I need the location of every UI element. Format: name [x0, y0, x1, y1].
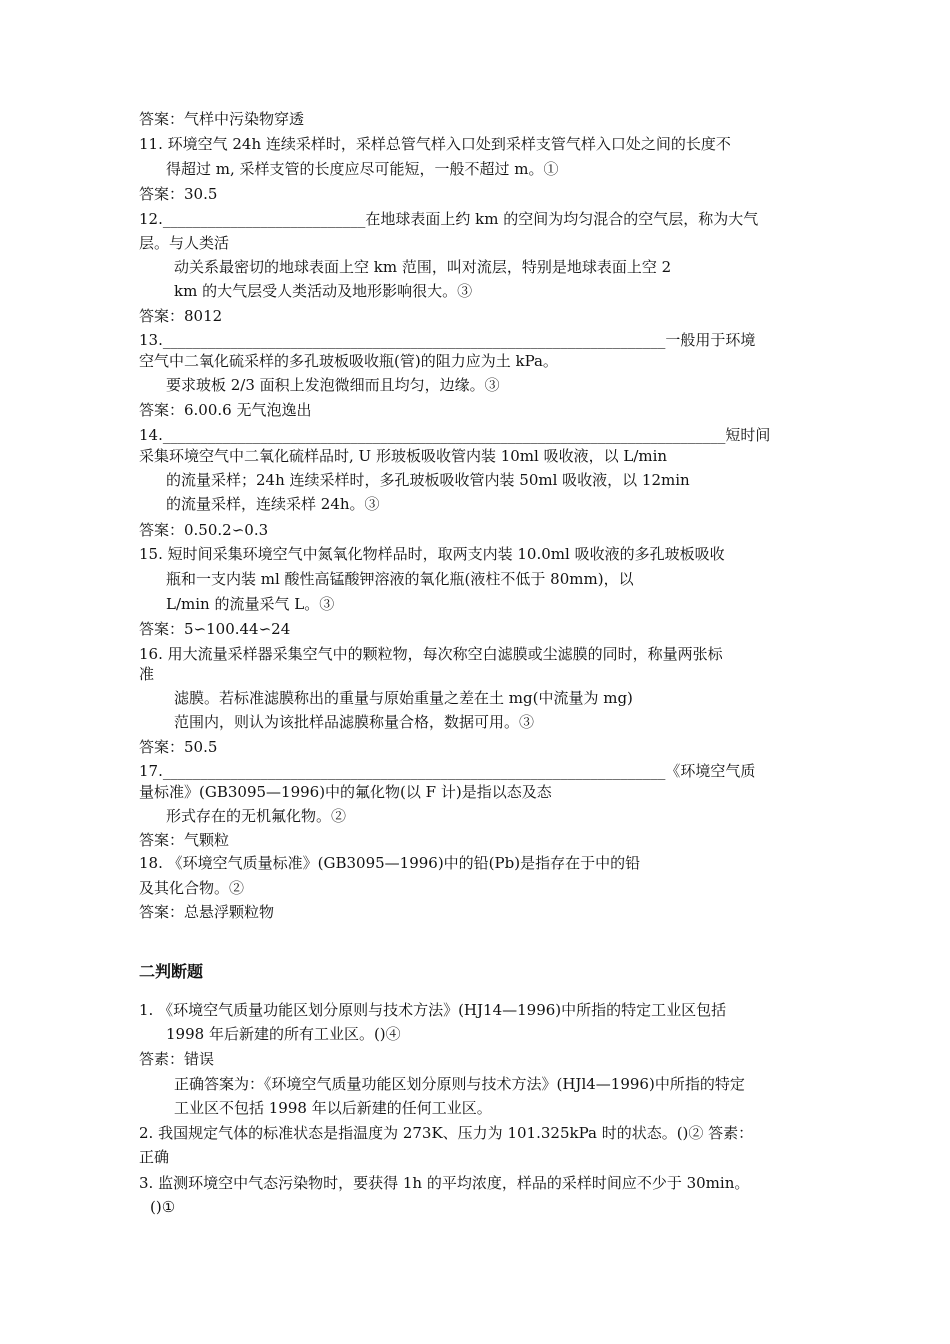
answer-line: 答素：错误 — [139, 1050, 215, 1068]
question-11-line-1: 11. 环境空气 24h 连续采样时，采样总管气样入口处到采样支管气样入口处之间的长度不 — [139, 135, 731, 153]
question-14-line-4: 的流量采样，连续采样 24h。③ — [166, 495, 380, 513]
answer-line: 答案：50.5 — [139, 738, 218, 756]
question-12-line-4: km 的大气层受人类活动及地形影响很大。③ — [174, 282, 473, 300]
judgement-2-line-1: 2. 我国规定气体的标准状态是指温度为 273K、压力为 101.325kPa 时的状态。()② 答素： — [139, 1124, 754, 1142]
question-18-line-1: 18. 《环境空气质量标准》(GB3095—1996)中的铅(Pb)是指存在于中的铅 — [139, 854, 641, 872]
question-11-line-2: 得超过 m, 采样支管的长度应尽可能短，一般不超过 m。① — [166, 160, 559, 178]
question-12-line-2: 层。与人类活 — [139, 234, 230, 252]
answer-line: 答案：30.5 — [139, 185, 218, 203]
question-16-line-3: 滤膜。若标准滤膜称出的重量与原始重量之差在土 mg(中流量为 mg) — [174, 689, 633, 707]
question-13-line-3: 要求玻板 2/3 面积上发泡微细而且均匀，边缘。③ — [166, 376, 500, 394]
answer-line: 答案：8012 — [139, 307, 223, 325]
question-18-line-2: 及其化合物。② — [139, 879, 245, 897]
judgement-2-line-2: 正确 — [139, 1148, 170, 1166]
correct-answer-line-2: 工业区不包括 1998 年以后新建的任何工业区。 — [174, 1099, 492, 1117]
answer-line: 答案：0.50.2∽0.3 — [139, 521, 269, 539]
question-12-line-1: 12.___________________________在地球表面上约 km 的空间为均匀混合的空气层，称为大气 — [139, 210, 759, 228]
answer-line: 答案：气颗粒 — [139, 831, 230, 849]
judgement-3-line-1: 3. 监测环境空中气态污染物时，要获得 1h 的平均浓度，样品的采样时间应不少于 30min。 — [139, 1174, 750, 1192]
question-16-line-2: 准 — [139, 665, 155, 683]
question-17-line-1: 17.___________________________________________________________________《环境空气质 — [139, 762, 756, 780]
question-14-line-2: 采集环境空气中二氧化硫样品时, U 形玻板吸收管内装 10ml 吸收液，以 L/min — [139, 447, 668, 465]
answer-line: 答案：6.00.6 无气泡逸出 — [139, 401, 312, 419]
question-16-line-4: 范围内，则认为该批样品滤膜称量合格，数据可用。③ — [174, 713, 535, 731]
question-14-line-3: 的流量采样；24h 连续采样时，多孔玻板吸收管内装 50ml 吸收液，以 12min — [166, 471, 690, 489]
question-15-line-2: 瓶和一支内装 ml 酸性高锰酸钾溶液的氧化瓶(液柱不低于 80mm)，以 — [166, 570, 634, 588]
question-15-line-1: 15. 短时间采集环境空气中氮氧化物样品时，取两支内装 10.0ml 吸收液的多孔玻板吸收 — [139, 545, 725, 563]
answer-line: 答案：总悬浮颗粒物 — [139, 903, 275, 921]
question-16-line-1: 16. 用大流量采样器采集空气中的颗粒物，每次称空白滤膜或尘滤膜的同时，称量两张标 — [139, 645, 723, 663]
answer-line: 答案：5∽100.44∽24 — [139, 620, 291, 638]
question-13-line-2: 空气中二氧化硫采样的多孔玻板吸收瓶(管)的阻力应为土 kPa。 — [139, 352, 558, 370]
question-13-line-1: 13.___________________________________________________________________一般用于环境 — [139, 331, 756, 349]
question-12-line-3: 动关系最密切的地球表面上空 km 范围，叫对流层，特别是地球表面上空 2 — [174, 258, 672, 276]
correct-answer-line-1: 正确答案为：《环境空气质量功能区划分原则与技术方法》(HJl4—1996)中所指的特定 — [174, 1075, 745, 1093]
section-heading: 二判断题 — [139, 962, 204, 981]
judgement-3-line-2: ()① — [150, 1198, 176, 1216]
answer-line: 答案：气样中污染物穿透 — [139, 110, 305, 128]
judgement-1-line-1: 1. 《环境空气质量功能区划分原则与技术方法》(HJ14—1996)中所指的特定工业区包括 — [139, 1001, 727, 1019]
judgement-1-line-2: 1998 年后新建的所有工业区。()④ — [166, 1025, 401, 1043]
question-14-line-1: 14.___________________________________________________________________________短时间 — [139, 426, 771, 444]
question-17-line-2: 量标准》(GB3095—1996)中的氟化物(以 F 计)是指以态及态 — [139, 783, 552, 801]
question-17-line-3: 形式存在的无机氟化物。② — [166, 807, 347, 825]
question-15-line-3: L/min 的流量采气 L。③ — [166, 595, 335, 613]
